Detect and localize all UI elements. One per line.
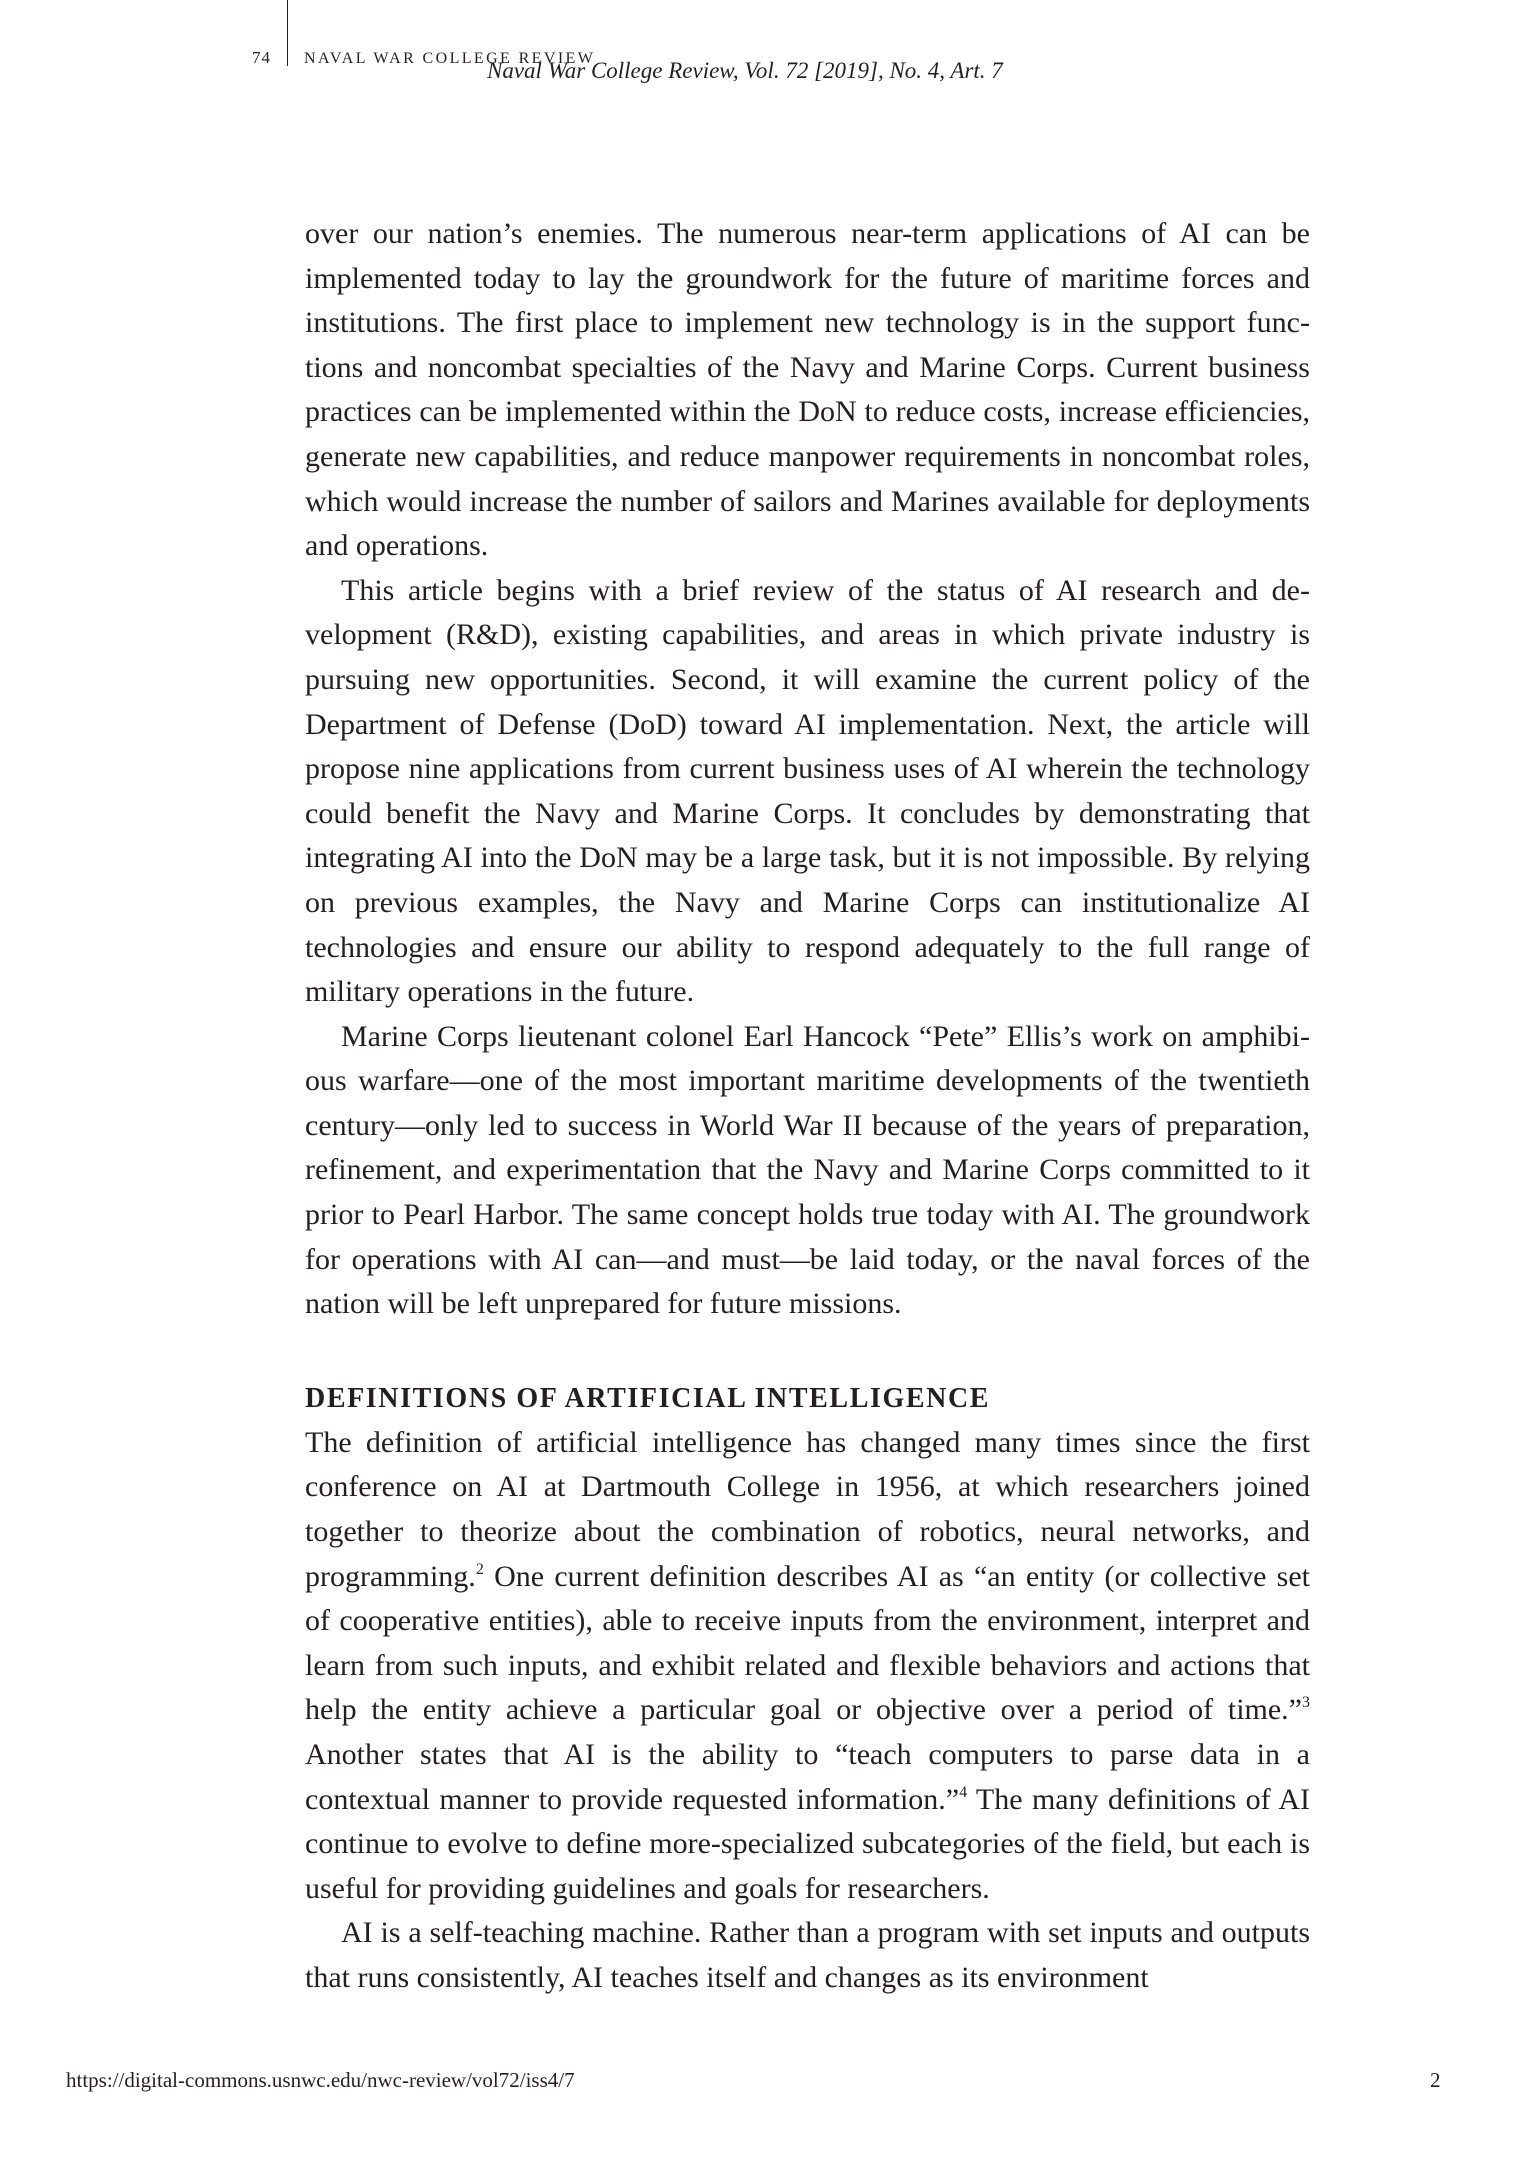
footer-url[interactable]: https://digital-commons.usnwc.edu/nwc-review/vol72/iss4/7: [66, 2068, 575, 2092]
section-heading: DEFINITIONS OF ARTIFICIAL INTELLIGENCE: [305, 1382, 991, 1414]
footnote-ref-4[interactable]: 4: [959, 1783, 968, 1801]
paragraph-2: This article begins with a brief review of the status of AI research and development (R&D), existing capabilities, and areas in which private industry is pursuing new opportunities. Second, it will examine the current policy of the Department of Defense (DoD) toward AI implementation. Next, the article will propose nine applications from current business uses of AI wherein the technology could benefit the Navy and Marine Corps. It concludes by demonstrating that integrating AI into the DoN may be a large task, but it is not impossible. By relying on previous examples, the Navy and Marine Corps can institutionalize AI technologies and ensure our ability to respond adequately to the full range of military operations in the future.: [305, 573, 1310, 1009]
article-body: [305, 212, 1310, 2001]
page-number: 74: [252, 48, 271, 67]
footer-page-number: 2: [1430, 2068, 1441, 2092]
paragraph-5: AI is a self-teaching machine. Rather than a program with set inputs and outputs that runs consistently, AI teaches itself and changes as its environment: [305, 1916, 1310, 1994]
running-head: NAVAL WAR COLLEGE REVIEW: [304, 50, 596, 67]
paragraph-4-text-b: One current definition describes AI as “an entity (or collective set of cooperative entities), able to receive inputs from the environment, interpret and learn from such inputs, and exhibit related and flexible behaviors and actions that help the entity achieve a particular goal or objective over a period of time.”: [305, 1559, 1310, 1727]
paragraph-4-text-d: The many definitions of AI continue to evolve to define more-specialized subcategories of the field, but each is useful for providing guidelines and goals for researchers.: [305, 1782, 1310, 1905]
paragraph-3: Marine Corps lieutenant colonel Earl Hancock “Pete” Ellis’s work on amphibious warfare—one of the most important maritime developments of the twentieth century—only led to success in World War II because of the years of preparation, refinement, and experimentation that the Navy and Marine Corps committed to it prior to Pearl Harbor. The same concept holds true today with AI. The groundwork for operations with AI can—and must—be laid today, or the naval forces of the nation will be left unprepared for future missions.: [305, 1019, 1310, 1321]
paragraph-4-text-c: Another states that AI is the ability to “teach computers to parse data in a contextual manner to provide requested information.”: [305, 1738, 1310, 1816]
paragraph-1: over our nation’s enemies. The numerous near-term applications of AI can be implemented today to lay the groundwork for the future of maritime forces and institutions. The first place to implement new technology is in the support functions and noncombat specialties of the Navy and Marine Corps. Current business practices can be implemented within the DoN to reduce costs, increase efficiencies, generate new capabilities, and reduce manpower requirements in noncombat roles, which would increase the number of sailors and Marines available for deployments and operations.: [305, 217, 1310, 563]
paragraph-4: [305, 1421, 1310, 1912]
footnote-ref-3[interactable]: 3: [1302, 1694, 1310, 1712]
footnote-ref-2[interactable]: 2: [475, 1560, 484, 1578]
paragraph-4-text-a: The definition of artificial intelligence has changed many times since the first conference on AI at Dartmouth College in 1956, at which researchers joined together to theorize about the combination of robotics, neural networks, and programming.: [305, 1425, 1310, 1593]
repository-citation: Naval War College Review, Vol. 72 [2019], No. 4, Art. 7: [487, 58, 1003, 83]
header-divider: [287, 0, 288, 66]
